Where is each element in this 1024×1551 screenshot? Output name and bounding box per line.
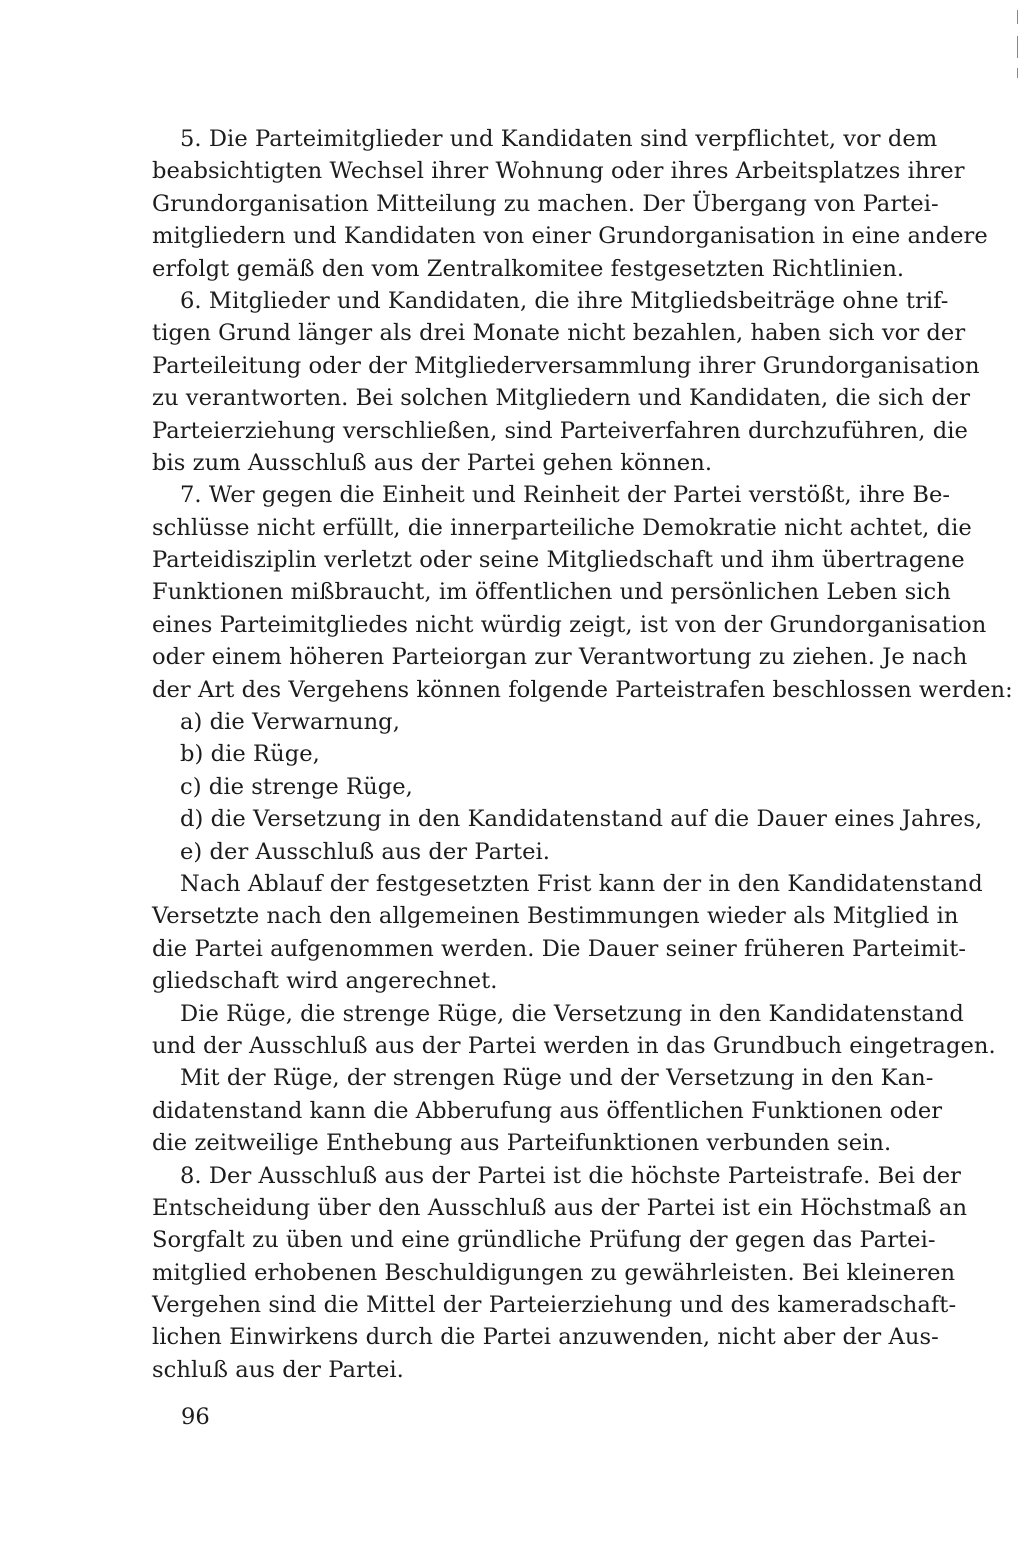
paragraph-line: Die Rüge, die strenge Rüge, die Versetzung in den Kandidatenstand xyxy=(180,1000,964,1027)
paragraph-6-line: tigen Grund länger als drei Monate nicht bezahlen, haben sich vor der xyxy=(152,320,966,347)
paragraph-7-line: oder einem höheren Parteiorgan zur Verantwortung zu ziehen. Je nach xyxy=(152,644,968,671)
paragraph-line: gliedschaft wird angerechnet. xyxy=(152,968,498,995)
paragraph-5-line: erfolgt gemäß den vom Zentralkomitee festgesetzten Richtlinien. xyxy=(152,255,905,282)
paragraph-8-line: Entscheidung über den Ausschluß aus der Partei ist ein Höchstmaß an xyxy=(152,1194,968,1221)
paragraph-line: die Partei aufgenommen werden. Die Dauer seiner früheren Parteimit- xyxy=(152,935,967,962)
paragraph-5-line: beabsichtigten Wechsel ihrer Wohnung oder ihres Arbeitsplatzes ihrer xyxy=(152,158,965,185)
paragraph-5-line: 5. Die Parteimitglieder und Kandidaten sind verpflichtet, vor dem xyxy=(180,126,938,152)
penalty-list-item: b) die Rüge, xyxy=(180,741,320,768)
paragraph-6-line: Parteierziehung verschließen, sind Parteiverfahren durchzuführen, die xyxy=(152,417,968,444)
paragraph-line: die zeitweilige Enthebung aus Parteifunktionen verbunden sein. xyxy=(152,1130,892,1157)
paragraph-5-line: mitgliedern und Kandidaten von einer Grundorganisation in eine andere xyxy=(152,223,988,250)
paragraph-line: und der Ausschluß aus der Partei werden in das Grundbuch eingetragen. xyxy=(152,1032,996,1059)
paragraph-5-line: Grundorganisation Mitteilung zu machen. Der Übergang von Partei- xyxy=(152,190,939,217)
paragraph-7-line: Funktionen mißbraucht, im öffentlichen und persönlichen Leben sich xyxy=(152,579,951,606)
paragraph-8-line: 8. Der Ausschluß aus der Partei ist die höchste Parteistrafe. Bei der xyxy=(180,1162,962,1189)
paragraph-8-line: schluß aus der Partei. xyxy=(152,1356,404,1383)
paragraph-7-line: Parteidisziplin verletzt oder seine Mitgliedschaft und ihm übertragene xyxy=(152,547,965,574)
paragraph-line: Nach Ablauf der festgesetzten Frist kann der in den Kandidatenstand xyxy=(180,870,983,897)
penalty-list-item: e) der Ausschluß aus der Partei. xyxy=(180,838,551,865)
page-number: 96 xyxy=(181,1404,210,1430)
penalty-list-item: d) die Versetzung in den Kandidatenstand auf die Dauer eines Jahres, xyxy=(180,806,983,833)
paragraph-6-line: zu verantworten. Bei solchen Mitgliedern und Kandidaten, die sich der xyxy=(152,385,971,412)
paragraph-6-line: Parteileitung oder der Mitgliederversammlung ihrer Grundorganisation xyxy=(152,352,980,379)
paragraph-7-line: eines Parteimitgliedes nicht würdig zeigt, ist von der Grundorganisation xyxy=(152,611,987,638)
paragraph-8-line: Sorgfalt zu üben und eine gründliche Prüfung der gegen das Partei- xyxy=(152,1227,936,1254)
penalty-list-item: a) die Verwarnung, xyxy=(180,709,400,736)
paragraph-6-line: 6. Mitglieder und Kandidaten, die ihre Mitgliedsbeiträge ohne trif- xyxy=(180,287,949,314)
paragraph-line: Versetzte nach den allgemeinen Bestimmungen wieder als Mitglied in xyxy=(152,903,959,930)
paragraph-6-line: bis zum Ausschluß aus der Partei gehen können. xyxy=(152,449,713,476)
body-text xyxy=(152,123,1013,1386)
paragraph-8-line: lichen Einwirkens durch die Partei anzuwenden, nicht aber der Aus- xyxy=(152,1324,939,1351)
paragraph-7-line: schlüsse nicht erfüllt, die innerparteiliche Demokratie nicht achtet, die xyxy=(152,514,972,541)
paragraph-7-line: 7. Wer gegen die Einheit und Reinheit der Partei verstößt, ihre Be- xyxy=(180,482,951,509)
paragraph-7-line: der Art des Vergehens können folgende Parteistrafen beschlossen werden: xyxy=(152,676,1013,703)
paragraph-8-line: mitglied erhobenen Beschuldigungen zu gewährleisten. Bei kleineren xyxy=(152,1259,956,1286)
paragraph-line: Mit der Rüge, der strengen Rüge und der Versetzung in den Kan- xyxy=(180,1065,934,1092)
paragraph-line: didatenstand kann die Abberufung aus öffentlichen Funktionen oder xyxy=(152,1097,943,1124)
penalty-list-item: c) die strenge Rüge, xyxy=(180,773,413,800)
page-edge-marks xyxy=(1012,6,1018,96)
paragraph-8-line: Vergehen sind die Mittel der Parteierziehung und des kameradschaft- xyxy=(152,1292,957,1319)
